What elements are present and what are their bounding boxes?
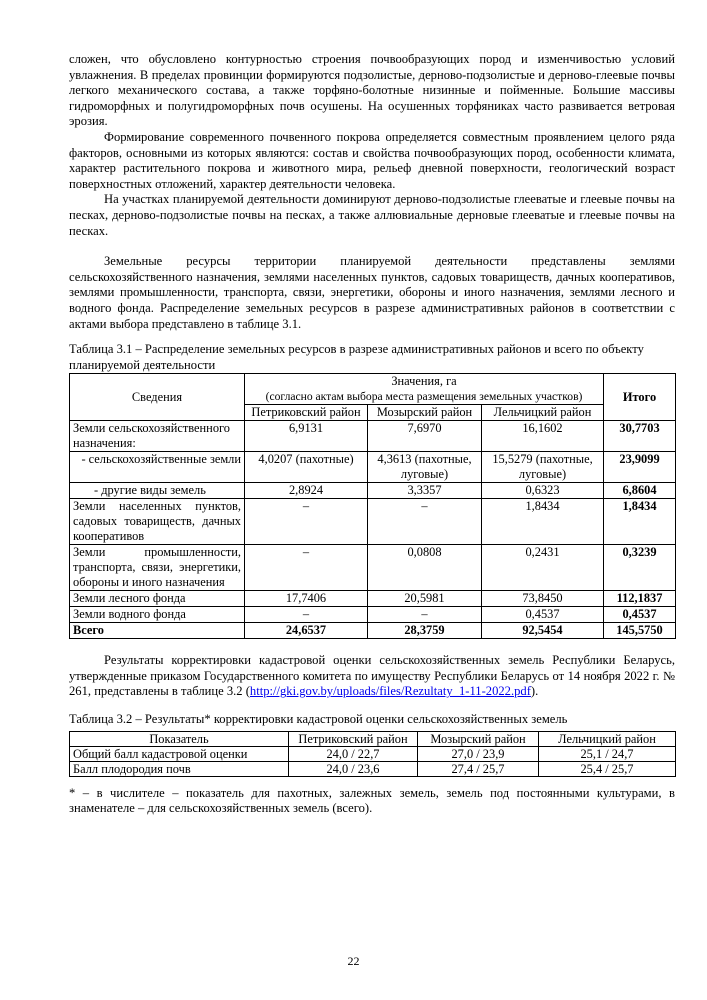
row-label: Всего: [70, 623, 245, 639]
table-row: [70, 746, 676, 761]
cell-value: 27,0 / 23,9: [418, 746, 539, 761]
page-number: 22: [347, 954, 360, 968]
paragraph-gap: [69, 239, 675, 254]
cell-value: 4,0207 (пахотные): [245, 452, 368, 483]
cell-value: 4,3613 (пахотные, луговые): [368, 452, 482, 483]
cell-value: –: [245, 545, 368, 591]
footnote: * – в числителе – показатель для пахотных, залежных земель, земель под постоянными культурами, в знаменателе – для сельскохозяйственных земель (всего).: [69, 785, 675, 816]
cadastral-table: [69, 731, 676, 777]
cell-value: 25,4 / 25,7: [539, 761, 676, 776]
table1-header-total: Итого: [604, 374, 676, 421]
cell-value: 24,0 / 23,6: [289, 761, 418, 776]
cell-value: 20,5981: [368, 591, 482, 607]
paragraph-soil-structure: сложен, что обусловлено контурностью строения почвообразующих пород и изменчивостью условий увлажнения. В пределах провинции формируются подзолистые, дерново-подзолистые и дерново-глеевые почвы легкого механического состава, а также торфяно-болотные низинные и пойменные. Большие массивы гидроморфных и полугидроморфных почв осушены. На осушенных торфяниках часто развивается ветровая эрозия.: [69, 52, 675, 129]
cell-total: 0,3239: [604, 545, 676, 591]
table-row: [70, 607, 676, 623]
cell-total: 0,4537: [604, 607, 676, 623]
cell-total: 23,9099: [604, 452, 676, 483]
paragraph-dominant-soils: На участках планируемой деятельности доминируют дерново-подзолистые глееватые и глеевые почвы на песках, дерново-подзолистые почвы на песках, а также аллювиальные дерновые глееватые и глеевые почвы на песках.: [69, 192, 675, 238]
cell-value: 6,9131: [245, 421, 368, 452]
cell-value: 1,8434: [482, 499, 604, 545]
table-row-total: [70, 623, 676, 639]
table2-header: Показатель: [70, 731, 289, 746]
table-row: [70, 591, 676, 607]
cell-value: –: [245, 607, 368, 623]
document-page: [69, 52, 675, 817]
table-row: [70, 761, 676, 776]
cell-value: 2,8924: [245, 483, 368, 499]
table2-caption: Таблица 3.2 – Результаты* корректировки кадастровой оценки сельскохозяйственных земель: [69, 712, 568, 727]
table-row: [70, 452, 676, 483]
spacer: [69, 639, 675, 653]
table-row: [70, 545, 676, 591]
table1-district: Лельчицкий район: [482, 405, 604, 421]
row-label: - сельскохозяйственные земли: [70, 452, 245, 483]
row-label: Балл плодородия почв: [70, 761, 289, 776]
cell-value: 24,6537: [245, 623, 368, 639]
cell-value: 17,7406: [245, 591, 368, 607]
cell-total: 1,8434: [604, 499, 676, 545]
row-label: Земли лесного фонда: [70, 591, 245, 607]
row-label: Общий балл кадастровой оценки: [70, 746, 289, 761]
row-label: - другие виды земель: [70, 483, 245, 499]
table1-header-info: Сведения: [70, 374, 245, 421]
cell-value: 25,1 / 24,7: [539, 746, 676, 761]
paragraph-cadastral-end: ).: [530, 684, 539, 699]
cell-value: 24,0 / 22,7: [289, 746, 418, 761]
table2-header-row: [70, 731, 676, 746]
cell-value: 0,2431: [482, 545, 604, 591]
cell-value: –: [368, 607, 482, 623]
cell-value: 0,6323: [482, 483, 604, 499]
cell-total: 30,7703: [604, 421, 676, 452]
table2-header: Мозырский район: [418, 731, 539, 746]
paragraph-land-resources: Земельные ресурсы территории планируемой деятельности представлены землями сельскохозяйственного назначения, землями населенных пунктов, садовых товариществ, дачных кооперативов, землями промышленности, транспорта, связи, энергетики, обороны и иного назначения, землями лесного и водного фонда. Распределение земельных ресурсов в разрезе административных районов в соответствии с актами выбора представлено в таблице 3.1.: [69, 254, 675, 331]
cell-value: 3,3357: [368, 483, 482, 499]
table1-header-values-title: Значения, га: [391, 374, 457, 389]
table1-header-row: [70, 374, 676, 405]
row-label: Земли промышленности, транспорта, связи, энергетики, обороны и иного назначения: [70, 545, 245, 591]
cell-value: 0,0808: [368, 545, 482, 591]
row-label: Земли населенных пунктов, садовых товариществ, дачных кооперативов: [70, 499, 245, 545]
land-resources-table: [69, 373, 676, 639]
cell-value: –: [368, 499, 482, 545]
table1-district: Петриковский район: [245, 405, 368, 421]
paragraph-cadastral-results: [69, 653, 675, 700]
cell-value: 15,5279 (пахотные, луговые): [482, 452, 604, 483]
cell-value: –: [245, 499, 368, 545]
table1-caption: Таблица 3.1 – Распределение земельных ресурсов в разрезе административных районов и всего по объекту планируемой деятельности: [69, 342, 644, 372]
row-label: Земли водного фонда: [70, 607, 245, 623]
table-row: [70, 499, 676, 545]
paragraph-soil-factors: Формирование современного почвенного покрова определяется совместным проявлением целого ряда факторов, основными из которых являются: состав и свойства почвообразующих пород, особенности климата, характер растительного покрова и животного мира, рельеф дневной поверхности, геологический возраст поверхностных отложений, характер деятельности человека.: [69, 129, 675, 191]
cell-value: 7,6970: [368, 421, 482, 452]
table1-header-values-sub: (согласно актам выбора места размещения земельных участков): [265, 390, 583, 404]
table1-district: Мозырский район: [368, 405, 482, 421]
cell-value: 92,5454: [482, 623, 604, 639]
table-row: [70, 421, 676, 452]
table1-header-values: [245, 374, 604, 405]
cell-total: 145,5750: [604, 623, 676, 639]
source-link[interactable]: http://gki.gov.by/uploads/files/Rezultaty_1-11-2022.pdf: [249, 684, 531, 699]
table2-header: Петриковский район: [289, 731, 418, 746]
table-row: [70, 483, 676, 499]
cell-value: 0,4537: [482, 607, 604, 623]
paragraph-cadastral-text: Результаты корректировки кадастровой оценки сельскохозяйственных земель Республики Беларусь, утвержденные приказом Государственного комитета по имуществу Республики Беларусь от 14 ноября 2022 г. № 261, представлены в таблице 3.2 (: [69, 653, 675, 699]
table2-header: Лельчицкий район: [539, 731, 676, 746]
cell-value: 28,3759: [368, 623, 482, 639]
cell-value: 73,8450: [482, 591, 604, 607]
cell-total: 112,1837: [604, 591, 676, 607]
cell-total: 6,8604: [604, 483, 676, 499]
cell-value: 16,1602: [482, 421, 604, 452]
cell-value: 27,4 / 25,7: [418, 761, 539, 776]
row-label: Земли сельскохозяйственного назначения:: [70, 421, 245, 452]
